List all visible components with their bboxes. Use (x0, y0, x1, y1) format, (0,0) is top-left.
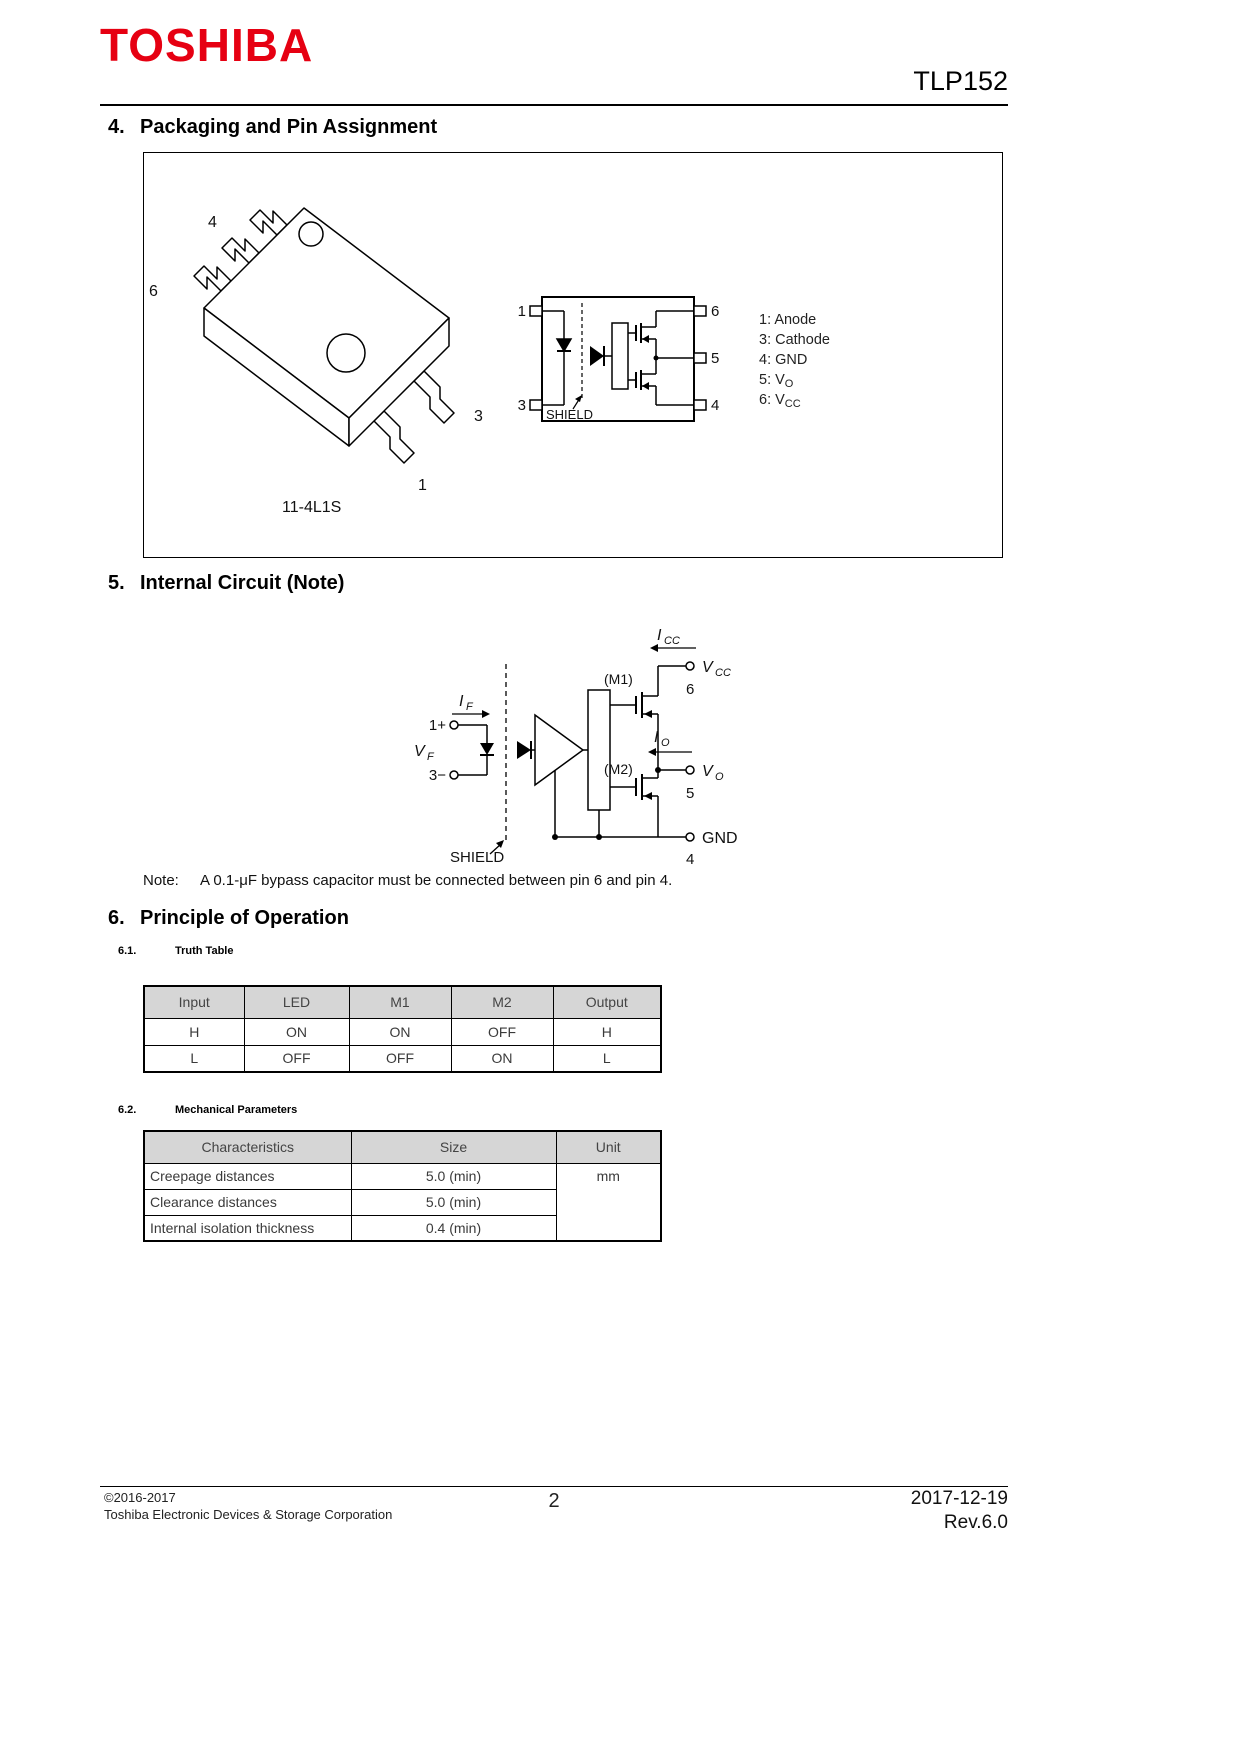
section-title: Packaging and Pin Assignment (140, 116, 438, 138)
section-heading-internal-circuit (108, 572, 344, 595)
if-label: I (459, 693, 464, 710)
input-terminals (450, 721, 458, 779)
mosfet-m1-symbol (628, 311, 694, 358)
output-node (654, 356, 695, 361)
gnd-label: GND (702, 830, 738, 847)
mosfet-m2-symbol (628, 358, 694, 405)
pin-description (759, 331, 830, 351)
icc-label: I (657, 627, 662, 644)
footer-date: 2017-12-19 (910, 1488, 1008, 1509)
pin-description-text: 6: V (759, 392, 785, 408)
section-title: Internal Circuit (Note) (140, 572, 345, 594)
pin-description-text: 1: Anode (759, 312, 817, 328)
table-cell: Creepage distances (144, 1163, 351, 1189)
icc-subscript: CC (664, 635, 680, 647)
table-cell: H (144, 1018, 244, 1045)
lead-label-3: 3 (474, 408, 483, 425)
section-title: Mechanical Parameters (175, 1104, 298, 1116)
header-rule (100, 104, 1008, 106)
pin-description (759, 371, 830, 391)
pin1-label: 1+ (428, 717, 446, 734)
table-cell: L (553, 1045, 661, 1072)
note (143, 872, 672, 889)
vcc-label: V (702, 659, 713, 676)
pin4-label: 4 (686, 851, 695, 868)
table-cell: H (553, 1018, 661, 1045)
column-header: M1 (349, 986, 451, 1018)
pin6-label: 6 (686, 681, 695, 698)
unit-cell: mm (556, 1163, 661, 1241)
table-cell: OFF (244, 1045, 349, 1072)
column-header: Size (351, 1131, 556, 1163)
schematic-pin-label-4: 4 (711, 397, 720, 414)
section-title: Principle of Operation (140, 907, 349, 929)
pin-description-subscript: O (784, 378, 794, 390)
package-body (204, 208, 449, 446)
table-row (144, 1018, 661, 1045)
column-header: Characteristics (144, 1131, 351, 1163)
toshiba-logo: TOSHIBA (100, 19, 314, 71)
pin-description (759, 391, 830, 411)
if-subscript: F (466, 701, 473, 713)
section-heading-principle (108, 907, 349, 930)
output-wires (552, 767, 686, 840)
mech-table-header-row (144, 1131, 661, 1163)
footer-copyright: ©2016-2017 (104, 1490, 176, 1505)
schematic-pin-label-1: 1 (517, 303, 526, 320)
pin-description-text: 5: V (759, 372, 785, 388)
table-cell: ON (349, 1018, 451, 1045)
table-cell: OFF (451, 1018, 553, 1045)
column-header: M2 (451, 986, 553, 1018)
section-heading-packaging (108, 116, 437, 139)
pin-description-subscript: CC (784, 398, 801, 410)
shield-label: SHIELD (450, 849, 505, 866)
section-number: 5. (108, 572, 125, 594)
section-number: 4. (108, 116, 125, 138)
package-name: 11-4L1S (282, 499, 342, 516)
packaging-figure (143, 152, 1003, 558)
table-cell: ON (244, 1018, 349, 1045)
section-number: 6.1. (118, 945, 137, 957)
table-cell: Internal isolation thickness (144, 1215, 351, 1241)
schematic-pin-label-6: 6 (711, 303, 720, 320)
pin-description-list (759, 311, 830, 411)
table-cell: OFF (349, 1045, 451, 1072)
column-header: LED (244, 986, 349, 1018)
footer-rule (100, 1486, 1008, 1487)
io-label: I (654, 729, 659, 746)
pin-description (759, 351, 830, 371)
section-number: 6. (108, 907, 125, 929)
internal-circuit-diagram (390, 612, 810, 882)
lead-label-6: 6 (149, 283, 158, 300)
led-symbol (458, 725, 494, 775)
photodetector-symbol (590, 323, 628, 389)
vo-subscript: O (715, 771, 724, 783)
table-row (144, 1045, 661, 1072)
pin-description-text: 4: GND (759, 352, 808, 368)
table-cell: ON (451, 1045, 553, 1072)
pin-description (759, 311, 830, 331)
section-number: 6.2. (118, 1104, 137, 1116)
table-cell: 5.0 (min) (351, 1163, 556, 1189)
part-number: TLP152 (913, 66, 1008, 96)
mechanical-parameters-table (143, 1130, 662, 1242)
led-symbol (542, 311, 571, 405)
section-heading-truth-table (118, 945, 1240, 957)
io-subscript: O (661, 737, 670, 749)
m1-label: (M1) (604, 671, 633, 687)
footer-company: Toshiba Electronic Devices & Storage Corporation (104, 1507, 393, 1522)
note-text: A 0.1-μF bypass capacitor must be connected between pin 6 and pin 4. (200, 872, 673, 889)
lead-label-1: 1 (418, 477, 427, 494)
pin3-label: 3− (428, 767, 446, 784)
schematic-pin-label-3: 3 (517, 397, 526, 414)
vcc-subscript: CC (715, 667, 731, 679)
table-row (144, 1163, 661, 1189)
section-title: Truth Table (175, 945, 234, 957)
table-cell: Clearance distances (144, 1189, 351, 1215)
vo-label: V (702, 763, 713, 780)
page-number: 2 (548, 1490, 560, 1512)
schematic-pin-label-5: 5 (711, 350, 720, 367)
m2-label: (M2) (604, 761, 633, 777)
amplifier-symbol (535, 690, 610, 810)
column-header: Unit (556, 1131, 661, 1163)
package-3d-drawing (144, 153, 544, 559)
lead-label-4: 4 (208, 214, 217, 231)
footer-revision: Rev.6.0 (943, 1512, 1008, 1533)
table-cell: 5.0 (min) (351, 1189, 556, 1215)
table-cell: 0.4 (min) (351, 1215, 556, 1241)
mosfet-m2-symbol (610, 770, 658, 837)
column-header: Input (144, 986, 244, 1018)
pin5-label: 5 (686, 785, 695, 802)
section-heading-mechanical (118, 1104, 1240, 1116)
photodiode-symbol (517, 741, 535, 759)
column-header: Output (553, 986, 661, 1018)
schematic-shield-label: SHIELD (546, 407, 593, 422)
current-arrow-io (648, 748, 692, 756)
pin-description-text: 3: Cathode (759, 332, 830, 348)
table-cell: L (144, 1045, 244, 1072)
truth-table-header-row (144, 986, 661, 1018)
vf-subscript: F (427, 751, 434, 763)
pin-assignment-schematic (510, 283, 770, 443)
vf-label: V (414, 743, 425, 760)
note-label: Note: (143, 872, 179, 889)
truth-table (143, 985, 662, 1073)
